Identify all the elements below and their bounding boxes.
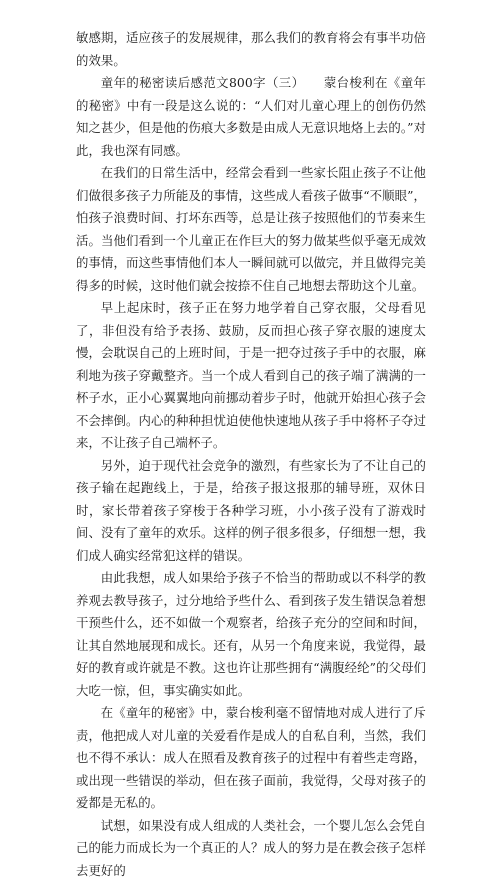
paragraph: 童年的秘密读后感范文800字（三） 蒙台梭利在《童年的秘密》中有一段是这么说的：“人们对儿童心理上的创伤仍然知之甚少，但是他的伤痕大多数是由成人无意识地烙上去的。”对此，我也深有同感。 bbox=[76, 72, 426, 162]
paragraph: 早上起床时，孩子正在努力地学着自己穿衣服，父母看见了，非但没有给予表扬、鼓励，反而担心孩子穿衣服的速度太慢，会耽误自己的上班时间，于是一把夺过孩子手中的衣服，麻利地为孩子穿戴整齐。当一个成人看到自己的孩子端了满满的一杯子水，正小心翼翼地向前挪动着步子时，他就开始担心孩子会不会摔倒。内心的种种担忧迫使他快速地从孩子手中将杯子夺过来，不让孩子自己端杯子。 bbox=[76, 297, 426, 455]
paragraph: 在我们的日常生活中，经常会看到一些家长阻止孩子不让他们做很多孩子力所能及的事情，这些成人看孩子做事“不顺眼”，怕孩子浪费时间、打坏东西等，总是让孩子按照他们的节奏来生活。当他们看到一个儿童正在作巨大的努力做某些似乎毫无成效的事情，而这些事情他们本人一瞬间就可以做完，并且做得完美得多的时候，这时他们就会按捺不住自己地想去帮助这个儿童。 bbox=[76, 162, 426, 297]
paragraph: 试想，如果没有成人组成的人类社会，一个婴儿怎么会凭自己的能力而成长为一个真正的人？成人的努力是在教会孩子怎样去更好的 bbox=[76, 815, 426, 882]
paragraph: 另外，迫于现代社会竞争的激烈，有些家长为了不让自己的孩子输在起跑线上，于是，给孩子报这报那的辅导班，双休日时，家长带着孩子穿梭于各种学习班，小小孩子没有了游戏时间、没有了童年的欢乐。这样的例子很多很多，仔细想一想，我们成人确实经常犯这样的错误。 bbox=[76, 455, 426, 568]
paragraph: 敏感期，适应孩子的发展规律，那么我们的教育将会有事半功倍的效果。 bbox=[76, 27, 426, 72]
paragraph: 由此我想，成人如果给予孩子不恰当的帮助或以不科学的教养观去教导孩子，过分地给予些什么、看到孩子发生错误急着想干预些什么，还不如做一个观察者，给孩子充分的空间和时间，让其自然地展现和成长。还有，从另一个角度来说，我觉得，最好的教育或许就是不教。这也许让那些拥有“满腹经纶”的父母们大吃一惊，但，事实确实如此。 bbox=[76, 567, 426, 702]
paragraph: 在《童年的秘密》中，蒙台梭利毫不留情地对成人进行了斥责，他把成人对儿童的关爱看作是成人的自私自利，当然，我们也不得不承认：成人在照看及教育孩子的过程中有着些走弯路，或出现一些错误的举动，但在孩子面前，我觉得，父母对孩子的爱都是无私的。 bbox=[76, 702, 426, 815]
